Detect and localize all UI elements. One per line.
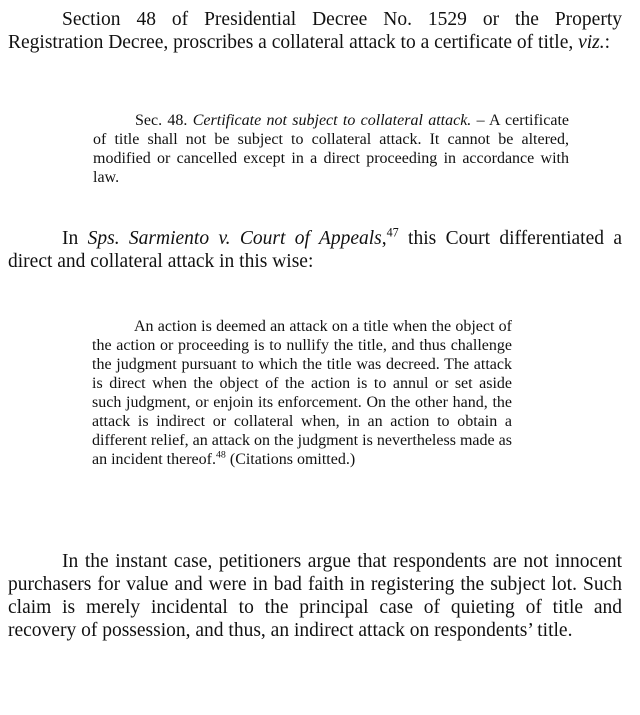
paragraph-sarmiento bbox=[8, 227, 622, 273]
paragraph-section-48-colon: : bbox=[604, 32, 611, 53]
quote-section-48-lead: Sec. 48. bbox=[135, 112, 188, 129]
paragraph-instant-case bbox=[8, 550, 622, 642]
viz-abbreviation: viz. bbox=[578, 32, 605, 53]
footnote-ref-47: 47 bbox=[386, 225, 399, 240]
paragraph-section-48 bbox=[8, 8, 622, 54]
quote-section-48-heading: Certificate not subject to collateral attack. bbox=[192, 112, 472, 129]
paragraph-instant-case-text: In the instant case, petitioners argue that respondents are not innocent purchasers for value and were in bad faith in registering the subject lot. Such claim is merely incidental to the principal case of quieting of title and recovery of possession, and thus, an indirect attack on respondents’ title. bbox=[8, 551, 622, 641]
footnote-ref-48: 48 bbox=[215, 449, 226, 461]
quote-sarmiento-tail: (Citations omitted.) bbox=[225, 451, 356, 468]
paragraph-section-48-text: Section 48 of Presidential Decree No. 1529 or the Property Registration Decree, proscribes a collateral attack to a certificate of title, bbox=[8, 9, 622, 53]
quote-section-48-body: – A certificate of title shall not be subject to collateral attack. It cannot be altered, modified or cancelled except in a direct proceeding in accordance with law. bbox=[93, 112, 569, 186]
quote-sarmiento bbox=[92, 317, 512, 469]
quote-sarmiento-text: An action is deemed an attack on a title when the object of the action or proceeding is to nullify the title, and thus challenge the judgment pursuant to which the title was decreed. The attack is direct when the object of the action is to annul or set aside such judgment, or enjoin its enforcement. On the other hand, the attack is indirect or collateral when, in an action to obtain a different relief, an attack on the judgment is nevertheless made as an incident thereof. bbox=[92, 318, 512, 468]
case-citation: Sps. Sarmiento v. Court of Appeals bbox=[87, 228, 382, 249]
paragraph-sarmiento-rest: this Court differentiated a direct and collateral attack in this wise: bbox=[8, 228, 623, 272]
paragraph-sarmiento-comma: , bbox=[381, 228, 387, 249]
paragraph-sarmiento-lead: In bbox=[62, 228, 88, 249]
quote-section-48 bbox=[93, 111, 569, 187]
